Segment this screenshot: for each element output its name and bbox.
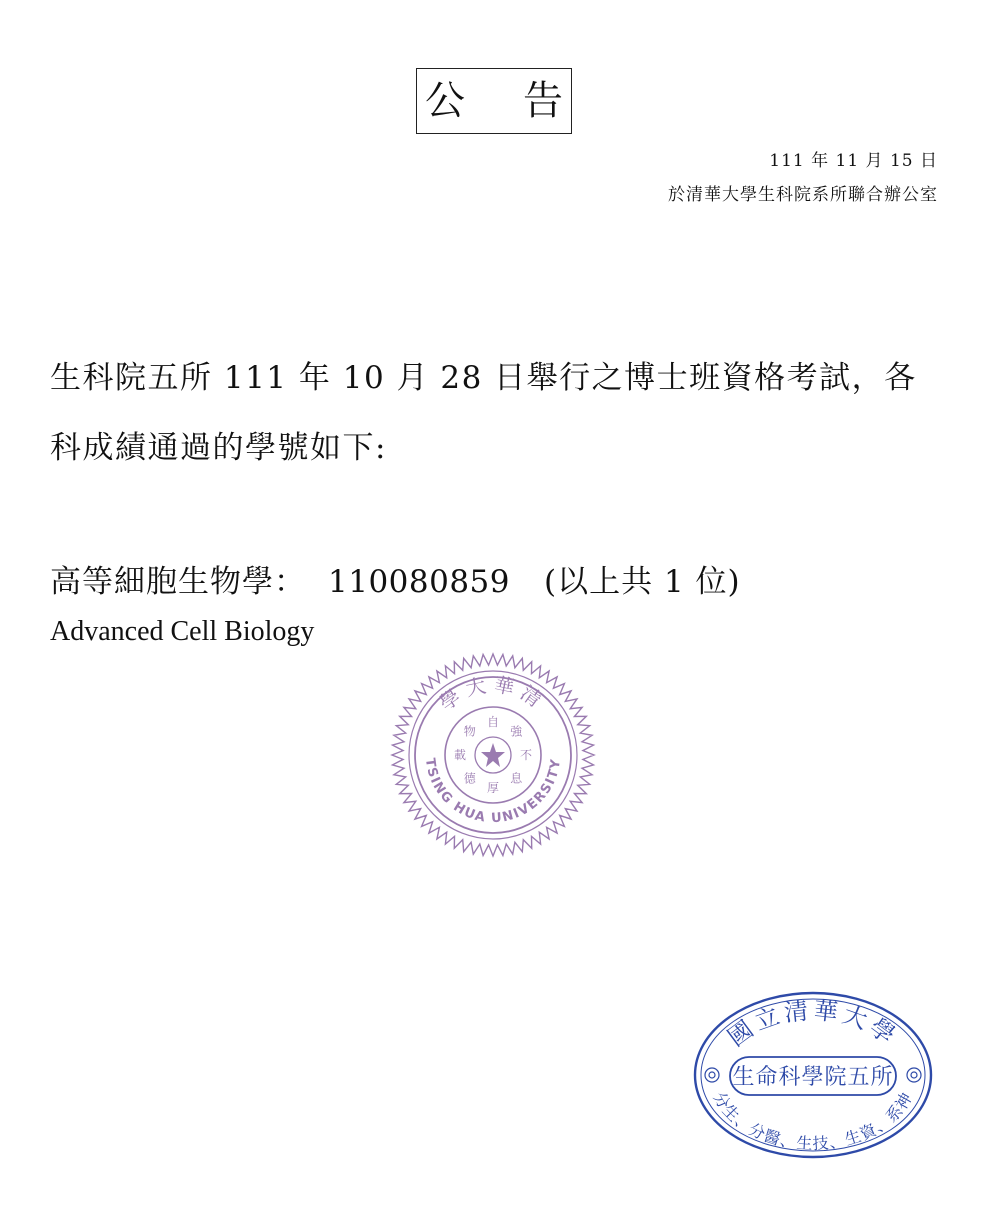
svg-text:分生、分醫、生技、生資、系神 xyxy=(710,1089,917,1154)
university-seal-motto-char: 強 xyxy=(510,724,523,739)
department-seal-institutes: 分生、分醫、生技、生資、系神 xyxy=(709,1088,917,1154)
passed-count-note: (以上共 1 位) xyxy=(544,564,741,600)
student-id: 110080859 xyxy=(328,564,511,600)
title-char-gong: 公 xyxy=(425,78,465,124)
department-seal-university-name: 國立清華大學 xyxy=(722,996,904,1052)
announcement-date: 111 年 11 月 15 日 xyxy=(769,151,938,171)
department-seal-icon xyxy=(688,985,938,1165)
body-text-line-2: 科成績通過的學號如下: xyxy=(50,430,387,466)
university-seal-motto-char: 不 xyxy=(519,748,533,762)
announcement-title xyxy=(416,68,572,134)
university-seal-motto-char: 厚 xyxy=(486,781,500,795)
issuing-office: 於清華大學生科院系所聯合辦公室 xyxy=(668,185,938,205)
university-seal-motto-char: 物 xyxy=(463,724,476,739)
university-seal-motto-char: 息 xyxy=(510,771,523,786)
department-seal-college-name: 生命科學院五所 xyxy=(732,1065,894,1090)
university-seal-icon xyxy=(390,652,596,858)
university-seal-motto-char: 德 xyxy=(463,771,476,786)
result-row xyxy=(50,556,741,601)
subject-name: 高等細胞生物學： xyxy=(50,564,306,600)
university-seal-motto-char: 自 xyxy=(486,715,500,729)
university-seal-chinese-name: 學大華清 xyxy=(434,672,552,716)
body-text-line-1: 生科院五所 111 年 10 月 28 日舉行之博士班資格考試，各 xyxy=(50,360,917,396)
subject-name-english: Advanced Cell Biology xyxy=(50,616,315,647)
svg-text:學大華清 xyxy=(435,672,551,715)
title-char-gao: 告 xyxy=(523,78,563,124)
university-seal-motto-char: 載 xyxy=(453,748,467,762)
university-seal-english-name: TSING HUA UNIVERSITY xyxy=(421,757,565,827)
